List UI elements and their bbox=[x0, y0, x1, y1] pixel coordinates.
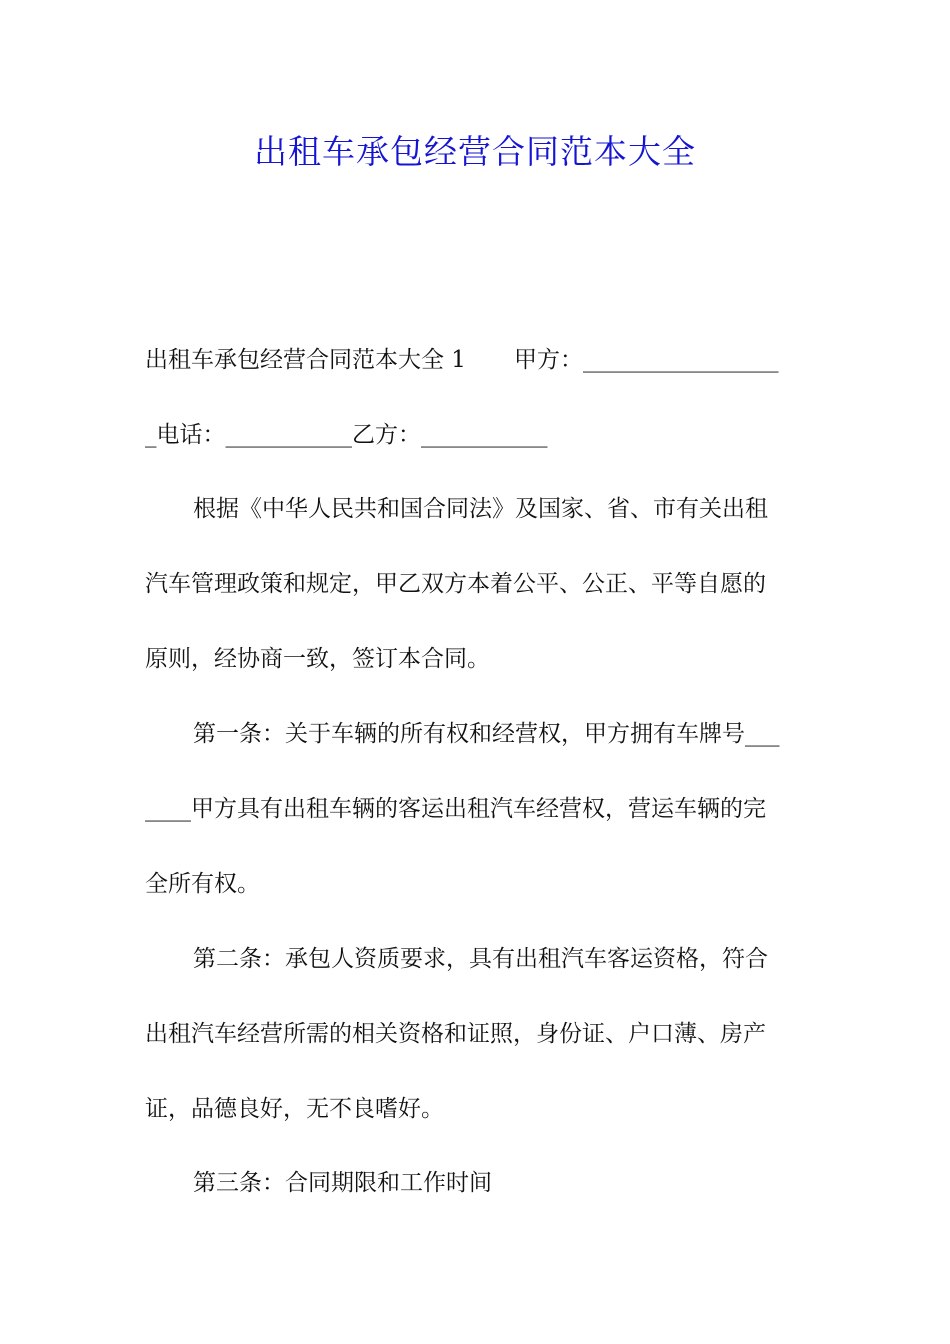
paragraph-1-line-1: 根据《中华人民共和国合同法》及国家、省、市有关出租 bbox=[193, 496, 768, 522]
paragraph-1-line-2: 汽车管理政策和规定，甲乙双方本着公平、公正、平等自愿的 bbox=[145, 571, 766, 597]
contract-heading: 出租车承包经营合同范本大全 1 bbox=[145, 347, 466, 373]
party-a-field: 甲方：_________________ bbox=[513, 347, 779, 373]
article-1-line-3: 全所有权。 bbox=[145, 871, 260, 897]
article-1-line-1: 第一条：关于车辆的所有权和经营权，甲方拥有车牌号___ bbox=[193, 721, 780, 747]
header-line bbox=[145, 345, 810, 375]
paragraph-1-line-3: 原则，经协商一致，签订本合同。 bbox=[145, 646, 490, 672]
phone-party-b-line: _电话：___________乙方：___________ bbox=[145, 422, 548, 448]
document-title: 出租车承包经营合同范本大全 bbox=[254, 132, 696, 171]
article-1-line-2: ____甲方具有出租车辆的客运出租汽车经营权，营运车辆的完 bbox=[145, 796, 766, 822]
article-3-heading: 第三条：合同期限和工作时间 bbox=[193, 1170, 492, 1196]
article-2-line-2: 出租汽车经营所需的相关资格和证照，身份证、户口薄、房产 bbox=[145, 1021, 766, 1047]
article-2-line-3: 证，品德良好，无不良嗜好。 bbox=[145, 1096, 444, 1122]
article-2-line-1: 第二条：承包人资质要求，具有出租汽车客运资格，符合 bbox=[193, 946, 768, 972]
